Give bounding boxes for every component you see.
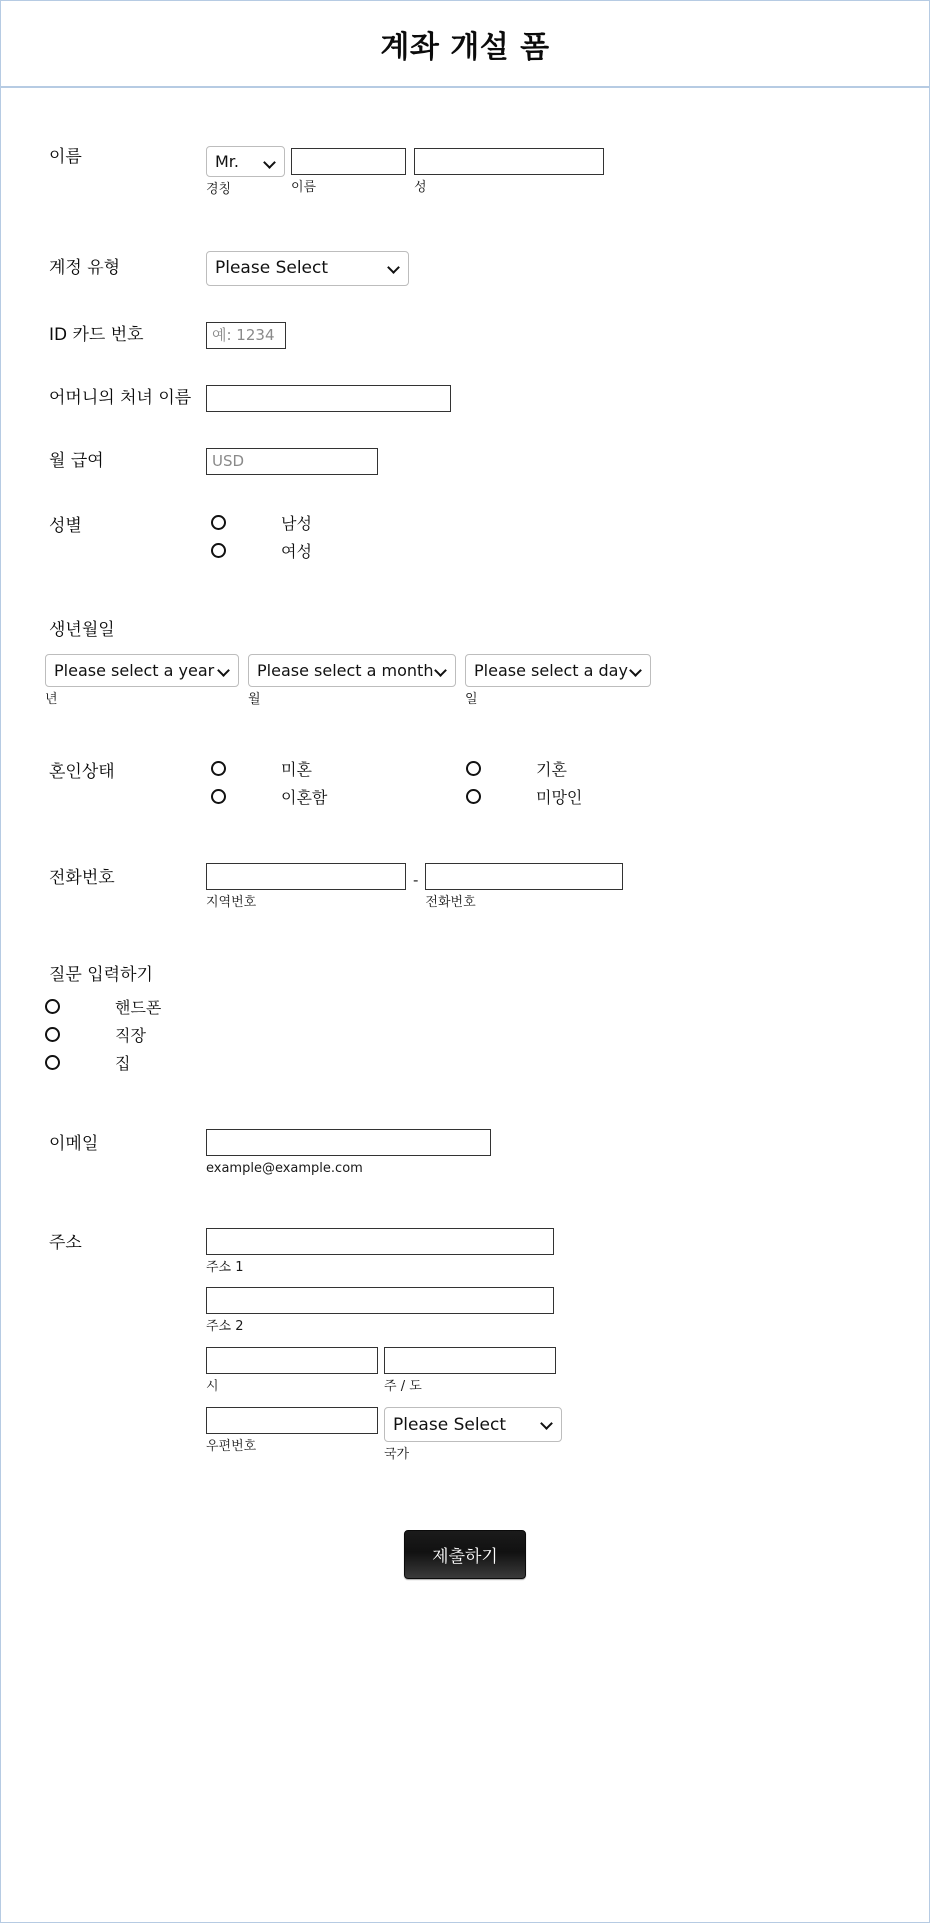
address-zip-input[interactable] <box>206 1407 378 1434</box>
last-name-cell <box>414 146 604 197</box>
gender-option-male-label: 남성 <box>281 514 312 534</box>
question-option-mobile[interactable] <box>45 993 929 1021</box>
question-option-home-label: 집 <box>115 1054 131 1074</box>
id-card-field <box>206 322 929 349</box>
prefix-select-wrap <box>206 146 285 177</box>
field-row-gender <box>1 509 929 565</box>
radio-circle-icon[interactable] <box>466 761 481 776</box>
prefix-sub-label: 경칭 <box>206 182 232 197</box>
radio-circle-icon[interactable] <box>466 789 481 804</box>
email-field <box>206 1129 929 1178</box>
address-zip-cell <box>206 1407 378 1456</box>
account-type-select[interactable] <box>206 251 409 286</box>
address-state-cell <box>384 1347 556 1396</box>
field-row-mother-maiden <box>1 385 929 412</box>
birth-day-select[interactable] <box>465 654 651 687</box>
address-city-cell <box>206 1347 378 1396</box>
field-row-name <box>1 146 929 199</box>
field-row-marital-status <box>1 755 929 811</box>
field-block-question <box>1 960 929 1077</box>
submit-button[interactable]: 제출하기 <box>404 1530 526 1579</box>
address-label: 주소 <box>49 1232 82 1253</box>
phone-area-input[interactable] <box>206 863 406 890</box>
question-option-home[interactable] <box>45 1049 929 1077</box>
birth-year-select-wrap <box>45 654 239 687</box>
marital-status-label: 혼인상태 <box>49 761 115 782</box>
address-country-select[interactable] <box>384 1407 562 1442</box>
address-state-sub-label: 주 / 도 <box>384 1379 422 1395</box>
marital-option-divorced[interactable] <box>211 783 466 811</box>
birth-day-select-wrap <box>465 654 651 687</box>
form-body <box>0 88 930 1923</box>
prefix-cell <box>206 146 285 199</box>
address-line2-input[interactable] <box>206 1287 554 1314</box>
birth-month-select-wrap <box>248 654 456 687</box>
monthly-salary-field <box>206 448 929 475</box>
gender-label: 성별 <box>49 515 82 536</box>
first-name-cell <box>291 146 406 197</box>
address-state-input[interactable] <box>384 1347 556 1374</box>
radio-circle-icon[interactable] <box>45 999 60 1014</box>
gender-option-male[interactable] <box>211 509 929 537</box>
field-row-phone <box>1 863 929 912</box>
address-line2-sub-label: 주소 2 <box>206 1319 244 1335</box>
field-block-birthday <box>1 615 929 709</box>
phone-label: 전화번호 <box>49 867 115 888</box>
birth-month-sub-label: 월 <box>248 691 261 707</box>
radio-circle-icon[interactable] <box>211 543 226 558</box>
id-card-label: ID 카드 번호 <box>49 325 144 346</box>
marital-option-single[interactable] <box>211 755 466 783</box>
monthly-salary-input[interactable] <box>206 448 378 475</box>
form-header <box>0 0 930 88</box>
mother-maiden-field <box>206 385 929 412</box>
mother-maiden-label: 어머니의 처녀 이름 <box>49 388 192 409</box>
marital-option-divorced-label: 이혼함 <box>281 788 328 808</box>
address-city-sub-label: 시 <box>206 1379 219 1395</box>
phone-separator: - <box>413 870 419 889</box>
field-row-monthly-salary <box>1 448 929 475</box>
address-country-cell <box>384 1407 562 1464</box>
phone-field <box>206 863 929 912</box>
radio-circle-icon[interactable] <box>211 761 226 776</box>
marital-option-married[interactable] <box>466 755 582 783</box>
birth-year-select[interactable] <box>45 654 239 687</box>
radio-circle-icon[interactable] <box>45 1027 60 1042</box>
phone-number-sub-label: 전화번호 <box>425 894 476 910</box>
marital-status-field <box>206 755 929 811</box>
address-zip-sub-label: 우편번호 <box>206 1439 257 1455</box>
phone-number-cell <box>425 863 623 912</box>
phone-number-input[interactable] <box>425 863 623 890</box>
birth-day-cell <box>465 654 651 709</box>
field-row-address <box>1 1228 929 1465</box>
birth-year-sub-label: 년 <box>45 691 58 707</box>
field-row-email <box>1 1129 929 1178</box>
email-label: 이메일 <box>49 1133 99 1154</box>
birthday-label: 생년월일 <box>49 619 115 640</box>
marital-option-single-label: 미혼 <box>281 760 312 780</box>
field-row-account-type <box>1 251 929 286</box>
page-title: 계좌 개설 폼 <box>380 29 550 65</box>
name-label: 이름 <box>49 147 82 167</box>
question-option-mobile-label: 핸드폰 <box>115 998 162 1018</box>
marital-option-widowed-label: 미망인 <box>536 788 583 808</box>
email-sub-label: example@example.com <box>206 1160 363 1176</box>
id-card-input[interactable] <box>206 322 286 349</box>
address-line2-cell <box>206 1287 929 1336</box>
birth-year-cell <box>45 654 239 709</box>
birth-month-select[interactable] <box>248 654 456 687</box>
address-line1-input[interactable] <box>206 1228 554 1255</box>
marital-option-married-label: 기혼 <box>536 760 567 780</box>
gender-option-female-label: 여성 <box>281 542 312 562</box>
last-name-sub-label: 성 <box>414 180 427 195</box>
last-name-input[interactable] <box>414 148 604 175</box>
account-type-select-wrap <box>206 251 409 286</box>
field-row-id-card <box>1 322 929 349</box>
address-line1-sub-label: 주소 1 <box>206 1259 244 1275</box>
address-fields <box>206 1228 929 1465</box>
question-option-work[interactable] <box>45 1021 929 1049</box>
prefix-select[interactable] <box>206 146 285 177</box>
account-type-label: 계정 유형 <box>49 258 121 279</box>
email-input[interactable] <box>206 1129 491 1156</box>
address-line1-cell <box>206 1228 929 1277</box>
gender-option-female[interactable] <box>211 537 929 565</box>
address-country-sub-label: 국가 <box>384 1447 410 1463</box>
monthly-salary-label: 월 급여 <box>49 451 104 472</box>
mother-maiden-input[interactable] <box>206 385 451 412</box>
radio-circle-icon[interactable] <box>211 789 226 804</box>
first-name-sub-label: 이름 <box>291 180 317 195</box>
address-city-input[interactable] <box>206 1347 378 1374</box>
account-type-field <box>206 251 929 286</box>
question-label: 질문 입력하기 <box>49 964 153 985</box>
gender-field <box>206 509 929 565</box>
radio-circle-icon[interactable] <box>45 1055 60 1070</box>
question-option-work-label: 직장 <box>115 1026 146 1046</box>
address-country-select-wrap <box>384 1407 562 1442</box>
radio-circle-icon[interactable] <box>211 515 226 530</box>
phone-area-cell <box>206 863 406 912</box>
phone-area-sub-label: 지역번호 <box>206 894 257 910</box>
name-fields <box>206 146 929 199</box>
birth-month-cell <box>248 654 456 709</box>
submit-row <box>1 1530 929 1579</box>
first-name-input[interactable] <box>291 148 406 175</box>
marital-option-widowed[interactable] <box>466 783 582 811</box>
birth-day-sub-label: 일 <box>465 691 478 707</box>
